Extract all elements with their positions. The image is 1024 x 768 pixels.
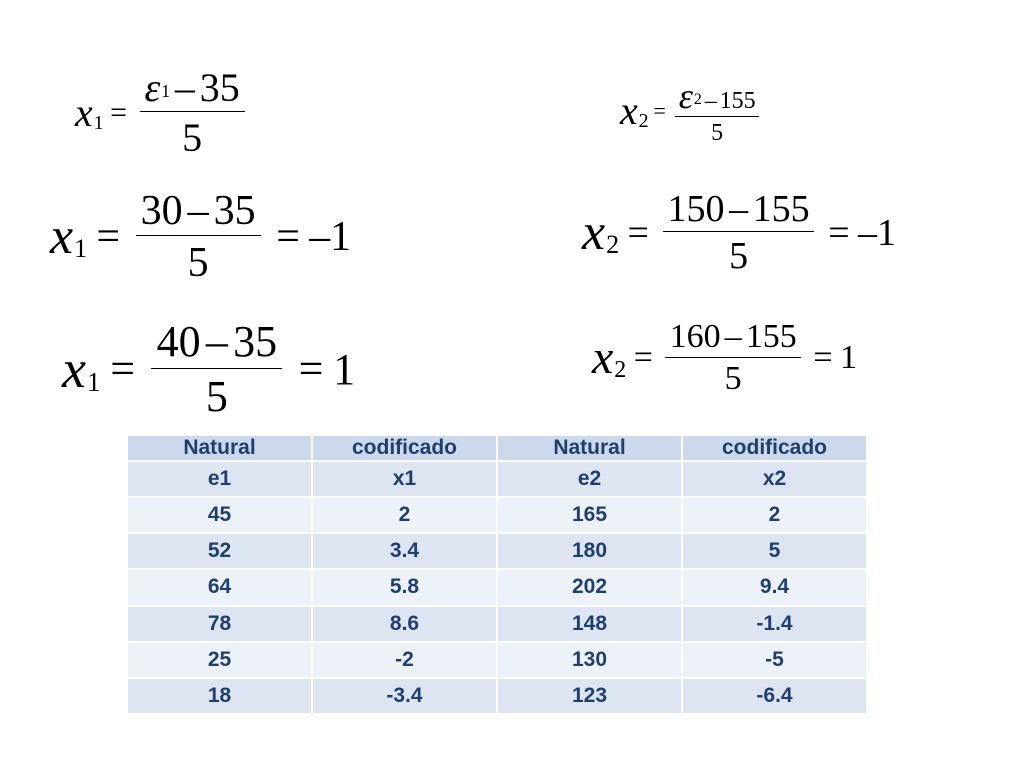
- fraction: [136, 188, 261, 287]
- var-x1: $x_1$: [75, 89, 104, 135]
- fraction: [675, 78, 759, 145]
- table-cell: 9.4: [682, 569, 867, 605]
- table-cell: 2: [312, 497, 497, 533]
- header-natural-1: Natural: [127, 435, 312, 461]
- table-row: [127, 533, 867, 569]
- var-x2: $x_2$: [582, 203, 620, 261]
- natural-value: 40: [156, 317, 201, 366]
- table-cell: 52: [127, 533, 312, 569]
- minus-sign: –: [704, 88, 717, 114]
- numerator: [675, 78, 759, 116]
- var-x1: $x_1$: [50, 208, 88, 266]
- fraction: [151, 317, 282, 421]
- equals-sign: =: [96, 214, 121, 261]
- table-cell: 202: [497, 569, 682, 605]
- table-cell: e1: [127, 461, 312, 497]
- natural-value: 150: [667, 188, 725, 230]
- minus-sign: –: [205, 317, 228, 366]
- natural-value: 160: [669, 318, 721, 355]
- numerator: [665, 320, 800, 357]
- coded-result: 1: [333, 344, 356, 394]
- center-value: 35: [213, 188, 256, 234]
- equals-sign: =: [633, 339, 653, 377]
- table-cell: 45: [127, 497, 312, 533]
- minus-sign: –: [174, 65, 195, 110]
- table-row: [127, 642, 867, 678]
- table-cell: 64: [127, 569, 312, 605]
- natural-value: 30: [140, 188, 183, 234]
- table-cell: 3.4: [312, 533, 497, 569]
- header-natural-2: Natural: [497, 435, 682, 461]
- var-x1: $x_1$: [62, 339, 101, 400]
- formula-x2-high: [592, 320, 857, 396]
- formula-x1-high: [62, 317, 356, 421]
- formula-x1-low: [50, 188, 352, 287]
- coded-result: –1: [858, 211, 896, 254]
- epsilon-1: $\varepsilon_1$: [144, 65, 171, 110]
- center-value: 155: [719, 88, 756, 114]
- formula-x2-general: [620, 78, 764, 145]
- equals-sign: =: [110, 95, 128, 129]
- epsilon-2: $\varepsilon_2$: [678, 76, 702, 116]
- table-cell: 2: [682, 497, 867, 533]
- table-cell: 123: [497, 678, 682, 714]
- denominator: 5: [711, 119, 724, 146]
- minus-sign: –: [724, 318, 742, 355]
- numerator: [140, 65, 245, 111]
- table-row: [127, 497, 867, 533]
- table-row: [127, 606, 867, 642]
- table-cell: 18: [127, 678, 312, 714]
- table-cell: 130: [497, 642, 682, 678]
- coded-result: –1: [309, 214, 352, 261]
- center-value: 155: [752, 188, 810, 230]
- equals-sign: =: [110, 344, 136, 394]
- table-cell: -6.4: [682, 678, 867, 714]
- equals-sign: =: [298, 344, 324, 394]
- coding-table: [126, 434, 868, 715]
- equals-sign: =: [653, 98, 666, 124]
- table-cell: -1.4: [682, 606, 867, 642]
- var-x2: $x_2$: [620, 88, 649, 134]
- table-cell: e2: [497, 461, 682, 497]
- center-value: 155: [745, 318, 797, 355]
- table-cell: -3.4: [312, 678, 497, 714]
- table-header-row: [127, 435, 867, 461]
- denominator: 5: [729, 235, 749, 278]
- table-row: [127, 569, 867, 605]
- fraction: [665, 320, 800, 396]
- formula-x1-general: [75, 65, 251, 160]
- table-row: [127, 461, 867, 497]
- denominator: 5: [182, 114, 203, 160]
- coded-result: 1: [840, 339, 858, 377]
- center-value: 35: [199, 65, 240, 110]
- table-cell: 165: [497, 497, 682, 533]
- equals-sign: =: [813, 339, 833, 377]
- numerator: [663, 190, 814, 231]
- table-cell: 78: [127, 606, 312, 642]
- denominator: 5: [187, 240, 209, 287]
- table-cell: 5: [682, 533, 867, 569]
- table-cell: 25: [127, 642, 312, 678]
- table-cell: 148: [497, 606, 682, 642]
- header-coded-1: codificado: [312, 435, 497, 461]
- fraction: [140, 65, 245, 160]
- header-coded-2: codificado: [682, 435, 867, 461]
- minus-sign: –: [187, 188, 209, 234]
- minus-sign: –: [729, 188, 749, 230]
- denominator: 5: [205, 371, 228, 421]
- equals-sign: =: [627, 211, 649, 254]
- table-cell: 180: [497, 533, 682, 569]
- center-value: 35: [233, 317, 278, 366]
- numerator: [136, 190, 261, 235]
- table-cell: -2: [312, 642, 497, 678]
- fraction: [663, 188, 814, 278]
- table-cell: x1: [312, 461, 497, 497]
- table-row: [127, 678, 867, 714]
- denominator: 5: [724, 360, 742, 398]
- formula-x2-low: [582, 188, 896, 278]
- equals-sign: =: [276, 214, 300, 261]
- table-cell: 8.6: [312, 606, 497, 642]
- numerator: [151, 317, 282, 368]
- table-cell: 5.8: [312, 569, 497, 605]
- var-x2: $x_2$: [592, 331, 627, 385]
- equals-sign: =: [828, 211, 850, 254]
- table-cell: x2: [682, 461, 867, 497]
- table-cell: -5: [682, 642, 867, 678]
